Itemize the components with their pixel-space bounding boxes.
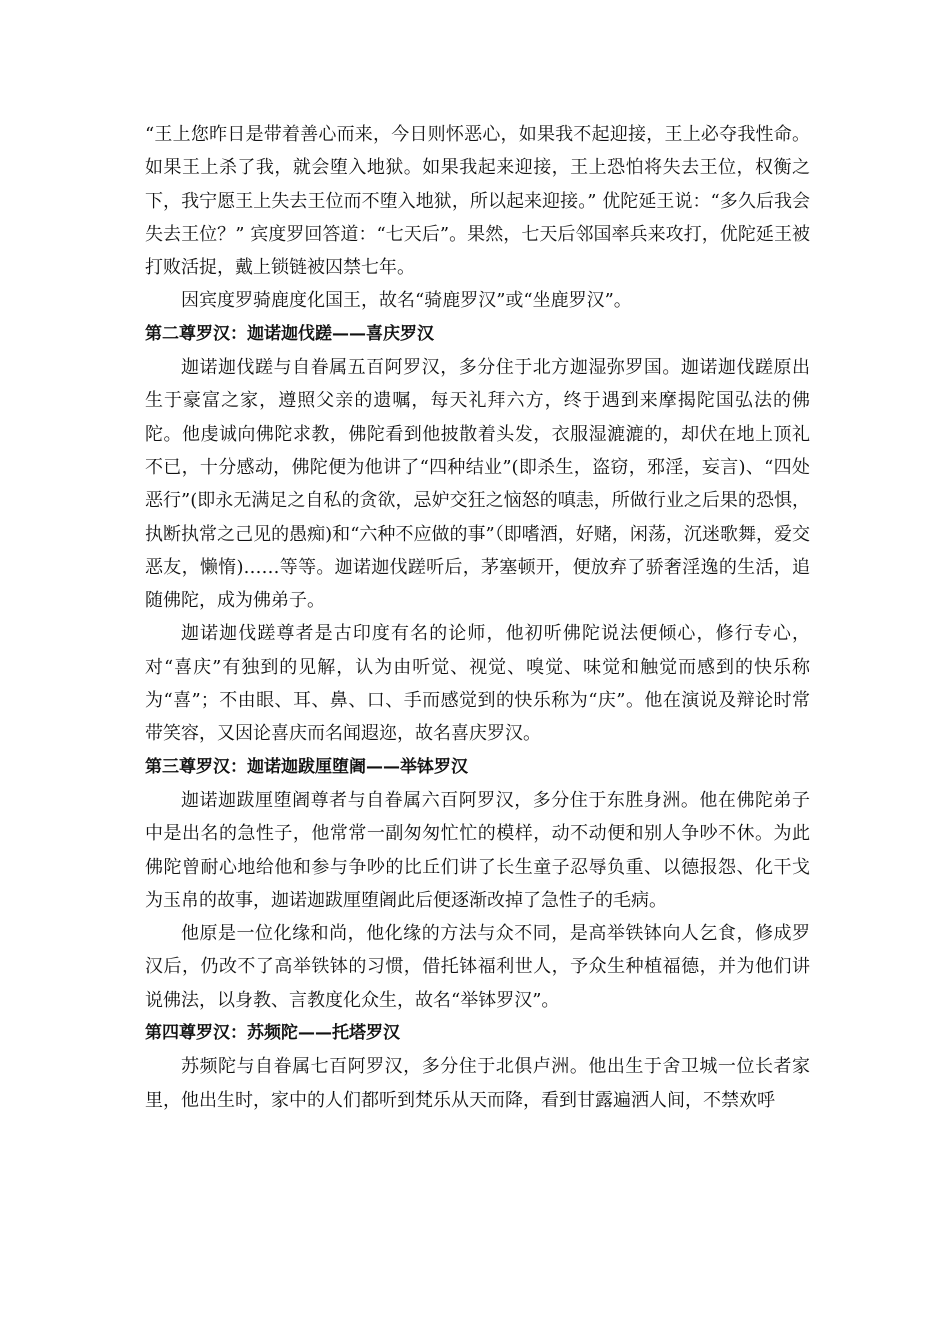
document-page xyxy=(145,118,810,1117)
paragraph-1: “王上您昨日是带着善心而来，今日则怀恶心，如果我不起迎接，王上必夺我性命。如果王上杀了我，就会堕入地狱。如果我起来迎接，王上恐怕将失去王位，权衡之下，我宁愿王上失去王位而不堕入地狱，所以起来迎接。” 优陀延王说：“多久后我会失去王位？” 宾度罗回答道：“七天后”。果然，七天后邻国率兵来攻打，优陀延王被打败活捉，戴上锁链被囚禁七年。 xyxy=(145,124,810,279)
section-heading-3: 第三尊罗汉：迦诺迦跋厘堕阇——举钵罗汉 xyxy=(145,756,468,777)
paragraph-4: 迦诺迦伐蹉尊者是古印度有名的论师，他初听佛陀说法便倾心，修行专心，对“喜庆”有独到的见解，认为由听觉、视觉、嗅觉、味觉和触觉而感到的快乐称为“喜”；不由眼、耳、鼻、口、手而感觉到的快乐称为“庆”。他在演说及辩论时常带笑容，又因论喜庆而名闻遐迩，故名喜庆罗汉。 xyxy=(145,623,810,745)
paragraph-2: 因宾度罗骑鹿度化国王，故名“骑鹿罗汉”或“坐鹿罗汉”。 xyxy=(181,290,632,312)
paragraph-5: 迦诺迦跋厘堕阇尊者与自眷属六百阿罗汉，多分住于东胜身洲。他在佛陀弟子中是出名的急性子，他常常一副匆匆忙忙的模样，动不动便和别人争吵不休。为此佛陀曾耐心地给他和参与争吵的比丘们讲了长生童子忍辱负重、以德报怨、化干戈为玉帛的故事，迦诺迦跋厘堕阇此后便逐渐改掉了急性子的毛病。 xyxy=(145,789,810,911)
paragraph-7: 苏频陀与自眷属七百阿罗汉，多分住于北俱卢洲。他出生于舍卫城一位长者家里，他出生时，家中的人们都听到梵乐从天而降，看到甘露遍洒人间，不禁欢呼 xyxy=(145,1056,810,1111)
section-heading-2: 第二尊罗汉：迦诺迦伐蹉——喜庆罗汉 xyxy=(145,323,434,344)
section-heading-4: 第四尊罗汉：苏频陀——托塔罗汉 xyxy=(145,1023,400,1044)
paragraph-3: 迦诺迦伐蹉与自眷属五百阿罗汉，多分住于北方迦湿弥罗国。迦诺迦伐蹉原出生于豪富之家，遵照父亲的遗嘱，每天礼拜六方，终于遇到来摩揭陀国弘法的佛陀。他虔诚向佛陀求教，佛陀看到他披散着头发，衣服湿漉漉的，却伏在地上顶礼不已，十分感动，佛陀便为他讲了“四种结业”(即杀生，盗窃，邪淫，妄言)、“四处恶行”(即永无满足之自私的贪欲，忌妒交狂之恼怒的嗔恚，所做行业之后果的恐惧，执断执常之己见的愚痴)和“六种不应做的事”（即嗜酒，好赌，闲荡，沉迷歌舞，爱交恶友，懒惰)……等等。迦诺迦伐蹉听后，茅塞顿开，便放弃了骄奢淫逸的生活，追随佛陀，成为佛弟子。 xyxy=(145,357,810,612)
paragraph-6: 他原是一位化缘和尚，他化缘的方法与众不同，是高举铁钵向人乞食，修成罗汉后，仍改不了高举铁钵的习惯，借托钵福利世人，予众生种植福德，并为他们讲说佛法，以身教、言教度化众生，故名“举钵罗汉”。 xyxy=(145,923,810,1011)
